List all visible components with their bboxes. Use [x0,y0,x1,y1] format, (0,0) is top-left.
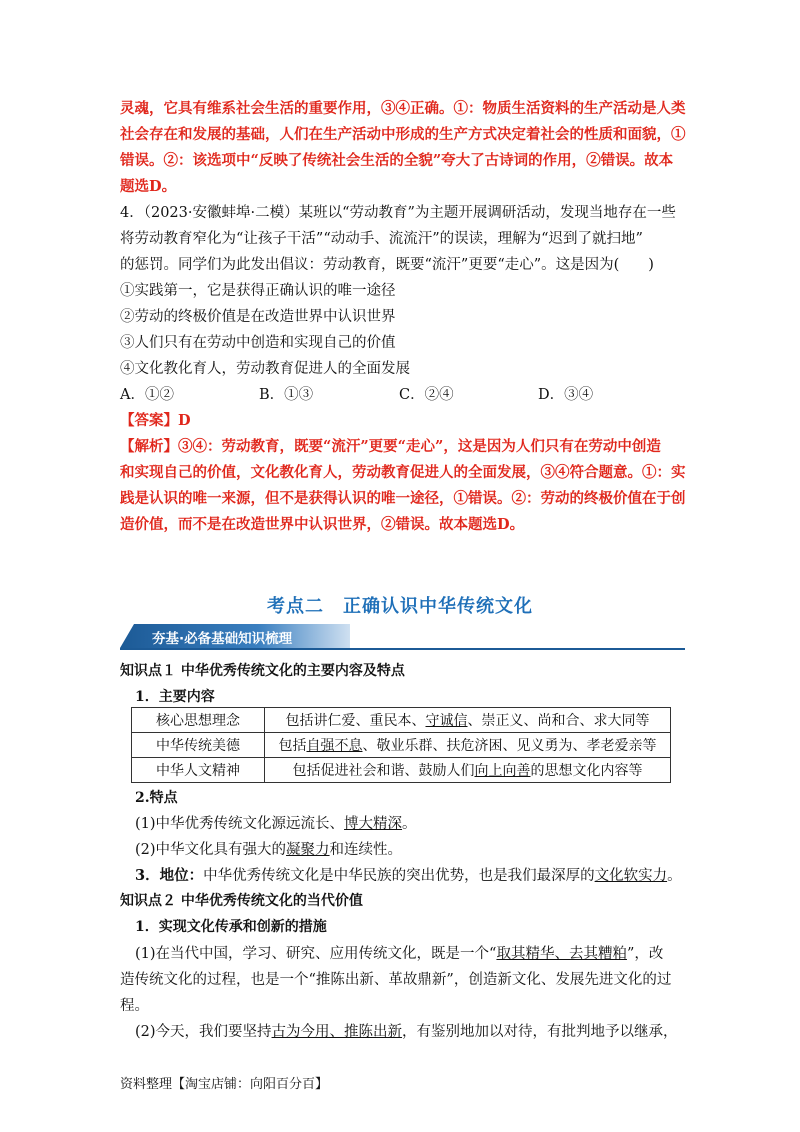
analysis-line-2: 和实现自己的价值，文化教化育人，劳动教育促进人的全面发展，③④符合题意。①：实 [120,464,686,481]
measure-1-line-1: (1)在当代中国，学习、研究、应用传统文化，既是一个“取其精华、去其糟粕”，改 [135,946,664,962]
kp1-subtitle-content: 1．主要内容 [135,689,215,705]
answer-line [120,409,191,430]
status-line: 3．地位：中华优秀传统文化是中华民族的突出优势，也是我们最深厚的文化软实力。 [135,867,682,884]
analysis-continuation-line-1: 灵魂，它具有维系社会生活的重要作用，③④正确。①：物质生活资料的生产活动是人类 [120,100,686,117]
underlined-key-term: 文化软实力 [594,868,668,884]
analysis-continuation-line-2: 社会存在和发展的基础，人们在生产活动中形成的生产方式决定着社会的性质和面貌，① [120,126,686,143]
analysis-continuation-line-3: 错误。②：该选项中“反映了传统社会生活的全貌”夸大了古诗词的作用，②错误。故本 [120,152,674,169]
table-row [132,758,671,783]
banner-label: 夯基·必备基础知识梳理 [152,631,293,647]
underlined-key-term: 取其精华、去其糟粕 [496,946,627,962]
kp2-subtitle-measures: 1．实现文化传承和创新的措施 [135,919,327,935]
underlined-key-term: 古为今用、推陈出新 [271,1024,403,1040]
question-item-2: ②劳动的终极价值是在改造世界中认识世界 [120,309,396,325]
banner-corner [120,624,134,648]
analysis-line-1: 【解析】③④：劳动教育，既要“流汗”更要“走心”，这是因为人们只有在劳动中创造 [120,438,661,455]
underlined-key-term: 向上向善 [474,763,531,779]
kp2-title: 知识点２ 中华优秀传统文化的当代价值 [120,893,363,909]
question-stem-line-3: 的惩罚。同学们为此发出倡议：劳动教育，既要“流汗”更要“走心”。这是因为( ) [120,257,654,273]
measure-2-line-1: (2)今天，我们要坚持古为今用、推陈出新，有鉴别地加以对待，有批判地予以继承， [135,1024,678,1040]
status-label: 3．地位： [135,867,204,884]
table-row-content: 包括讲仁爱、重民本、守诚信、崇正义、尚和合、求大同等 [265,708,671,733]
underlined-key-term: 守诚信 [425,713,468,729]
feature-2: (2)中华文化具有强大的凝聚力和连续性。 [135,842,403,858]
question-stem-line-1: 4．（2023·安徽蚌埠·二模）某班以“劳动教育”为主题开展调研活动，发现当地存在一些 [120,205,676,221]
table-row-content: 包括促进社会和谐、鼓励人们向上向善的思想文化内容等 [265,758,671,783]
option-c: C．②④ [399,387,454,403]
answer-label: 【答案】 [120,412,178,429]
section-title: 考点二 正确认识中华传统文化 [267,596,533,617]
measure-1-line-2: 造传统文化的过程，也是一个“推陈出新、革故鼎新”，创造新文化、发展先进文化的过 [120,972,672,988]
table-row-label: 核心思想理念 [132,708,265,733]
option-d: D．③④ [538,387,594,403]
table-row-content: 包括自强不息、敬业乐群、扶危济困、见义勇为、孝老爱亲等 [265,733,671,758]
underlined-key-term: 凝聚力 [286,842,330,858]
kp1-title: 知识点１ 中华优秀传统文化的主要内容及特点 [120,663,405,679]
question-item-4: ④文化教化育人，劳动教育促进人的全面发展 [120,361,410,377]
analysis-continuation-line-4: 题选D。 [120,178,177,195]
content-table [131,707,671,783]
question-stem-line-2: 将劳动教育窄化为“让孩子干活”“动动手、流流汗”的误读，理解为“迟到了就扫地” [120,231,643,247]
underlined-key-term: 自强不息 [306,738,363,754]
table-row-label: 中华传统美德 [132,733,265,758]
section-banner [120,624,685,650]
question-item-3: ③人们只有在劳动中创造和实现自己的价值 [120,335,396,351]
answer-value: D [178,412,191,429]
option-b: B．①③ [259,387,314,403]
table-row [132,733,671,758]
page-footer: 资料整理【淘宝店铺：向阳百分百】 [120,1077,329,1092]
underlined-key-term: 博大精深 [344,816,403,832]
question-item-1: ①实践第一，它是获得正确认识的唯一途径 [120,283,396,299]
kp1-subtitle-features: 2.特点 [135,790,178,806]
table-row [132,708,671,733]
analysis-line-4: 造价值，而不是在改造世界中认识世界，②错误。故本题选D。 [120,516,525,533]
table-row-label: 中华人文精神 [132,758,265,783]
feature-1: (1)中华优秀传统文化源远流长、博大精深。 [135,816,417,832]
measure-1-line-3: 程。 [120,998,149,1014]
banner-underline [120,648,685,650]
analysis-line-3: 践是认识的唯一来源，但不是获得认识的唯一途径，①错误。②：劳动的终极价值在于创 [120,490,686,507]
option-a: A．①② [120,387,174,403]
